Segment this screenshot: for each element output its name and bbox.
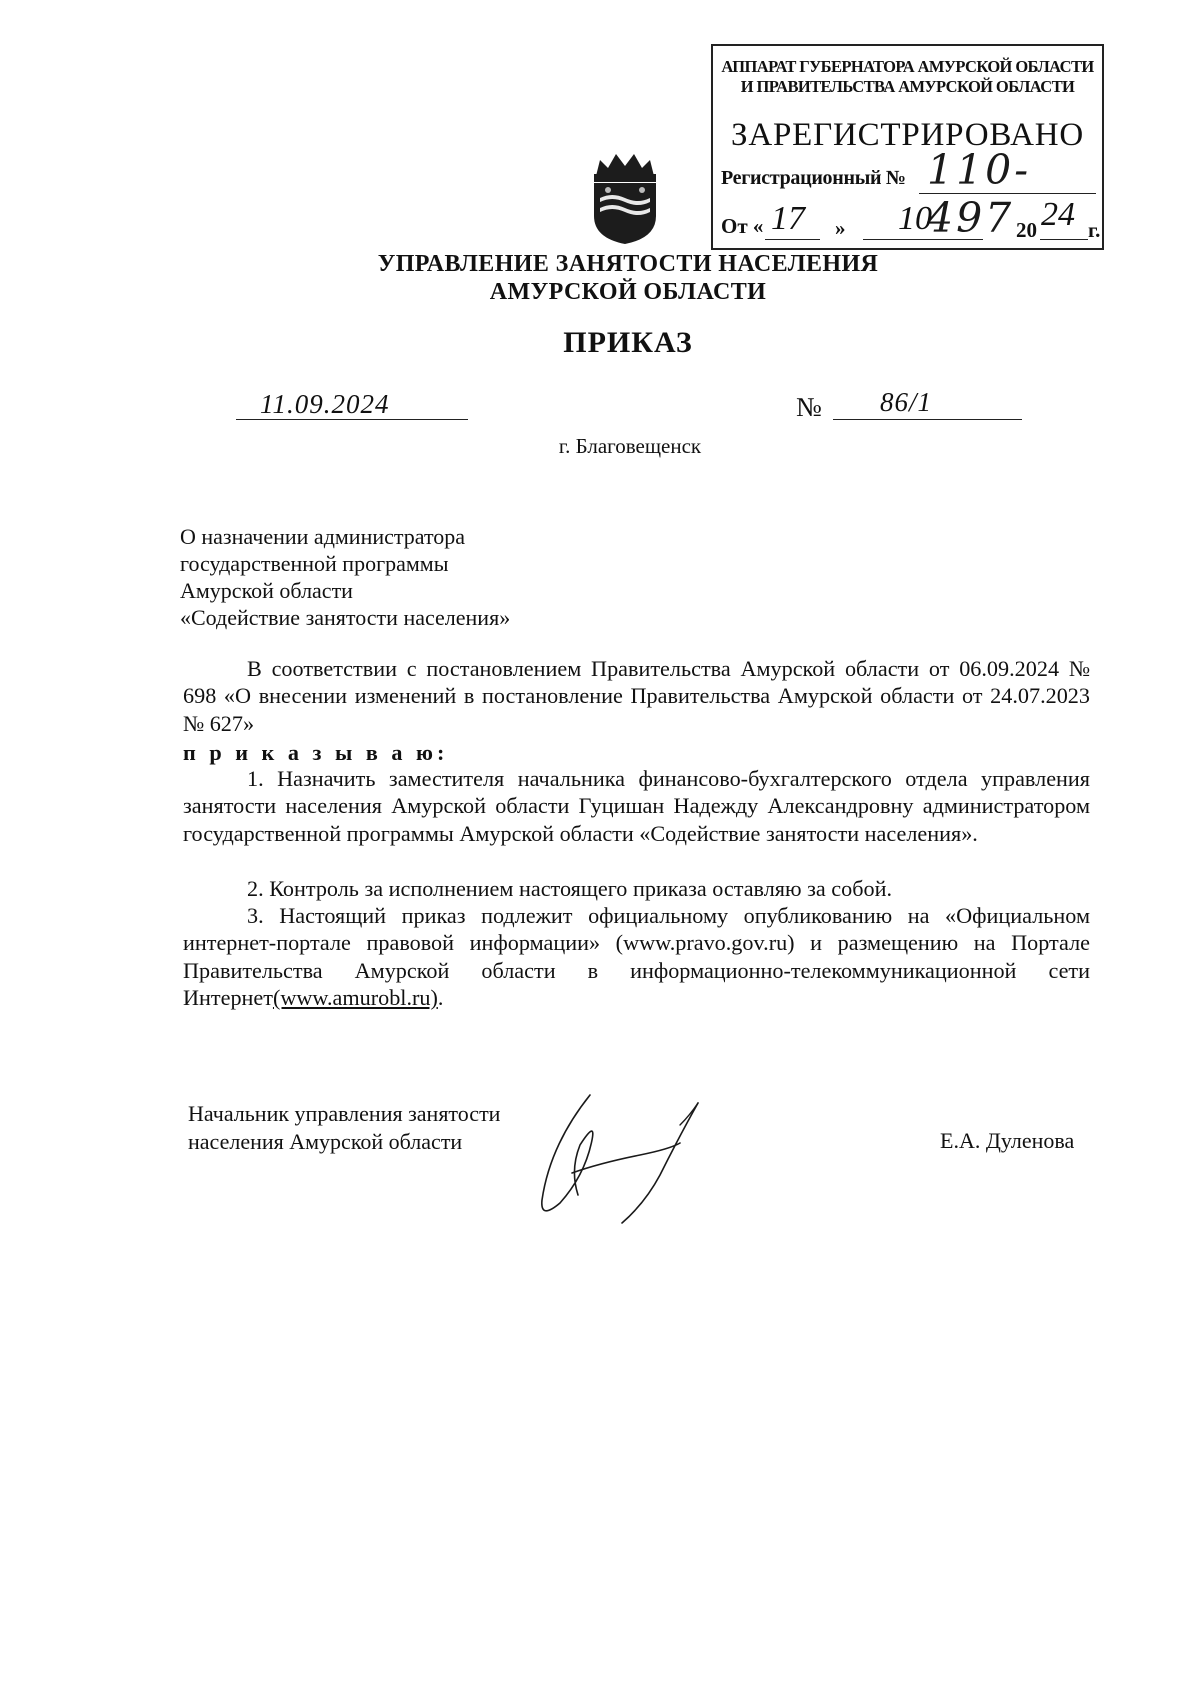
stamp-reg-number: 110-497	[927, 146, 1032, 242]
registration-stamp	[711, 44, 1104, 250]
order-item-3-end: .	[437, 984, 444, 1010]
stamp-month: 10	[898, 200, 932, 237]
stamp-year-underline	[1040, 239, 1088, 240]
subject-line-3: Амурской области	[180, 578, 353, 603]
portal-link[interactable]: (www.amurobl.ru)	[272, 984, 438, 1010]
stamp-month-underline	[863, 239, 983, 240]
number-underline	[833, 419, 1022, 420]
subject-line-2: государственной программы	[180, 551, 449, 576]
order-number-label: №	[796, 392, 822, 422]
stamp-century: 20	[1016, 218, 1037, 242]
stamp-org-line-1: АППАРАТ ГУБЕРНАТОРА АМУРСКОЙ ОБЛАСТИ	[721, 57, 1094, 76]
stamp-org-line-2: И ПРАВИТЕЛЬСТВА АМУРСКОЙ ОБЛАСТИ	[740, 77, 1075, 96]
org-title-line-1: УПРАВЛЕНИЕ ЗАНЯТОСТИ НАСЕЛЕНИЯ	[377, 251, 879, 277]
order-number: 86/1	[880, 387, 933, 417]
order-item-3-text: 3. Настоящий приказ подлежит официальному опубликованию на «Официальном интернет-портале правовой информации» (www.pravo.gov.ru) и размещению на Портале Правительства Амурской области в информационно-телекоммуникационной сети Интернет	[183, 903, 1090, 1010]
coat-of-arms-emblem	[586, 150, 664, 245]
handwritten-signature	[530, 1085, 760, 1225]
stamp-reg-label: Регистрационный №	[721, 167, 906, 189]
stamp-day: 17	[771, 200, 805, 237]
signatory-position-line-2: населения Амурской области	[188, 1129, 463, 1154]
order-item-1: 1. Назначить заместителя начальника финансово-бухгалтерского отдела управления занятости населения Амурской области Гуцишан Надежду Александровну администратором государственной программы Амурской области «Содействие занятости населения».	[183, 766, 1090, 846]
org-title-line-2: АМУРСКОЙ ОБЛАСТИ	[489, 279, 767, 305]
subject-line-4: «Содействие занятости населения»	[180, 605, 511, 630]
stamp-day-close: »	[835, 216, 846, 240]
stamp-year: 24	[1041, 196, 1075, 233]
order-item-3	[183, 902, 1090, 1011]
order-item-2: 2. Контроль за исполнением настоящего приказа оставляю за собой.	[247, 876, 893, 901]
stamp-year-suffix: г.	[1088, 218, 1101, 242]
stamp-from-label: От «	[721, 214, 764, 238]
signatory-position-line-1: Начальник управления занятости	[188, 1101, 501, 1126]
signatory-name: Е.А. Дуленова	[940, 1128, 1075, 1153]
stamp-day-underline	[765, 239, 820, 240]
preamble-paragraph: В соответствии с постановлением Правительства Амурской области от 06.09.2024 № 698 «О внесении изменений в постановление Правительства Амурской области от 24.07.2023 № 627»	[183, 656, 1090, 736]
stamp-status: ЗАРЕГИСТРИРОВАНО	[731, 117, 1084, 153]
order-word: п р и к а з ы в а ю:	[183, 740, 449, 765]
document-type: ПРИКАЗ	[563, 326, 693, 359]
subject-line-1: О назначении администратора	[180, 524, 466, 549]
order-date: 11.09.2024	[260, 389, 390, 419]
city: г. Благовещенск	[558, 434, 702, 458]
